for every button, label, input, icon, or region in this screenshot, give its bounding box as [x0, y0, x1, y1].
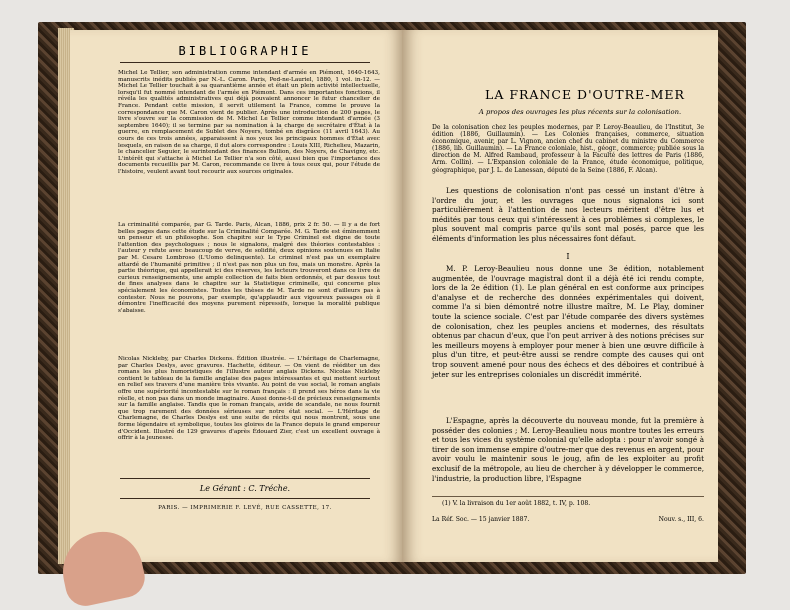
review-nickleby: Nicolas Nickleby, par Charles Dickens. Édition illustrée. — L'héritage de Charlemagne, par Charles Deslys, avec gravures. Hachette, éditeur. — On vient de rééditer un des romans les plus humoristiques de l'illustre auteur anglais Dickens. Nicolas Nickleby contient le tableau de la famille anglaise des pages intéressantes et qui mettent surtout en relief ses travers d'une manière très vivante. Au point de vue social, le roman anglais offre une supériorité incontestable sur le roman français : il prend ses héros dans la vie réelle, et non pas dans un monde imaginaire. Aussi donne-t-il de précieux renseignements sur la famille anglaise. Tandis que le roman français, avide de scandale, ne nous fournit que trop rarement des données sérieuses sur notre état social. — L'Héritage de Charlemagne, de Charles Deslys est une suite de récits qui nous montrent, sous une forme légendaire et symbolique, toutes les gloires de la France depuis le grand empereur d'Occident. Illustré de 129 gravures d'après Édouard Zier, c'est un excellent ouvrage à offrir à la jeunesse. — [118, 356, 380, 442]
signature-rule-bottom — [120, 498, 370, 499]
references-list: De la colonisation chez les peuples modernes, par P. Leroy-Beaulieu, de l'Institut, 3e édition (1886, Guillaumin). — Les Colonies françaises, commerce, situation économique, avenir, par L. Vignon, ancien chef du cabinet du ministre du Commerce (1886, lib. Guillaumin). — La France coloniale, hist., géogr., commerce; publiée sous la direction de M. Alfred Rambaud, professeur à la Faculté des lettres de Paris (1886, Arm. Collin). — L'Expansion coloniale de la France, étude économique, politique, géographique, par J. L. de Lanessan, député de la Seine (1886, F. Alcan). — [432, 124, 704, 174]
section-number: I — [566, 252, 570, 261]
body-paragraph-2: L'Espagne, après la découverte du nouveau monde, fut la première à posséder des colonies ; M. Leroy-Beaulieu nous montre toutes les erreurs et tous les vices du système colonial qu'elle adopta : pour n'avoir songé à tirer de son immense empire d'outre-mer que des revenus en argent, pour avoir voulu le maintenir sous le joug, afin de les exploiter au profit exclusif de la métropole, au lieu de chercher à y développer le commerce, l'industrie, la production libre, l'Espagne — [432, 416, 704, 483]
intro-paragraph: Les questions de colonisation n'ont pas cessé un instant d'être à l'ordre du jour, et les ouvrages que nous signalons ici sont particulièrement à l'attention de nos lecteurs méritent d'être lus et médités par tous ceux qui s'intéressent à ces problèmes si complexes, le plus souvent mal compris parce qu'ils sont mal posés, parce que les éléments d'information les plus nécessaires font défaut. — [432, 186, 704, 243]
bibliographie-heading: BIBLIOGRAPHIE — [178, 44, 312, 58]
review-le-tellier: Michel Le Tellier, son administration comme intendant d'armée en Piémont, 1640-1643, manuscrits inédits publiés par N.-L. Caron. Paris, Ped-ne-Lauriel, 1880, 1 vol. in-12. — Michel Le Tellier touchait à sa quarantième année et était un plein activité intellectuelle, lorsqu'il fut nommé intendant de l'armée en Piémont. Dans ces importantes fonctions, il révéla les qualités administratives qui déjà pouvaient annoncer le futur chancelier de France. Pendant cette mission, il servit utilement la France, comme le prouve la correspondance que M. Caron vient de publier. Après une introduction de 200 pages, le livre s'ouvre sur la commission de M. Michel Le Tellier comme intendant d'armée (3 septembre 1640); il se termine par sa nomination à la charge de secrétaire d'État à la guerre, en remplacement de Sublet des Noyers, tombé en disgrâce (11 avril 1643). Au cours de ces trois années, apparaissent à nos yeux les principaux hommes d'État avec lesquels, en raison de sa charge, il dut alors correspondre : Louis XIII, Richelieu, Mazarin, le chancelier Seguier, le surintendant des finances Bullion, des Noyers, de Chavigny, etc. L'intérêt qui s'attache à Michel Le Tellier n'a son côté, aussi bien que l'importance des documents recueillis par M. Caron, recommande ce livre à tous ceux qui, pour l'étude de l'histoire, veulent avant tout recourir aux sources originales. — [118, 70, 380, 175]
body-paragraph-1: M. P. Leroy-Beaulieu nous donne une 3e édition, notablement augmentée, de l'ouvrage magistral dont il a déjà été ici rendu compte, lors de la 2e édition (1). Le plan général en est conforme aux principes d'analyse et de recherche des données expérimentales qui doivent, comme l'a si bien démontré notre illustre maître, M. Le Play, dominer toute la science sociale. C'est par l'étude comparée des divers systèmes de colonisation, chez les peuples anciens et modernes, des résultats obtenus par chacun d'eux, que l'on peut arriver à des notions précises sur les meilleurs moyens à employer pour mener à bien une œuvre difficile à plus d'un titre, et peut-être aussi se rendre compte des causes qui ont trop souvent amené pour nous des échecs et des déboires et contribué à jeter sur les entreprises coloniales un discrédit immérité. — [432, 264, 704, 379]
review-criminalite: La criminalité comparée, par G. Tarde. Paris, Alcan, 1886, prix 2 fr. 50. — Il y a de fort belles pages dans cette étude sur la Criminalité Comparée. M. G. Tarde est éminemment un penseur et un philosophe. Son chapitre sur le Type Criminel est digne de toute l'attention des psychologues ; nous le signalons, malgré des théories contestables : l'auteur y refute avec beaucoup de verve, de solidité, deux opinions soutenues en Italie par M. Cesare Lombroso (L'Uomo delinquente). Le criminel n'est pas un exemplaire attardé de l'humanité primitive ; il n'est pas non plus un fou, mais un monstre. Après la partie théorique, qui appellerait ici des réserves, les lecteurs trouveront dans ce livre de curieux renseignements, une ample collection de faits bien ordonnés, et par dessus tout de fines analyses dans le chapitre sur la Statistique criminelle, qui concerne plus spécialement les économistes. Toutes les thèses de M. Tarde ne sont d'ailleurs pas à contester. Nous ne pouvons, par exemple, qu'applaudir aux vigoureux passages où il démontre l'inefficacité des moyens purement répressifs, lorsque la moralité publique s'abaisse. — [118, 222, 380, 314]
printer-line: PARIS. — IMPRIMERIE F. LEVÉ, RUE CASSETTE, 17. — [158, 505, 332, 511]
gerant-signature: Le Gérant : C. Tréche. — [199, 484, 291, 493]
signature-rule — [120, 478, 370, 479]
france-outre-mer-title: LA FRANCE D'OUTRE-MER — [485, 87, 685, 102]
issue-reference: Nouv. s., III, 6. — [658, 516, 704, 523]
article-subtitle: A propos des ouvrages les plus récents sur la colonisation. — [478, 108, 682, 116]
journal-reference: La Réf. Soc. — 15 janvier 1887. — [432, 516, 530, 523]
footnote: (1) V. la livraison du 1er août 1882, t. IV, p. 108. — [442, 500, 591, 507]
heading-rule — [120, 62, 370, 63]
footnote-rule — [432, 496, 704, 497]
